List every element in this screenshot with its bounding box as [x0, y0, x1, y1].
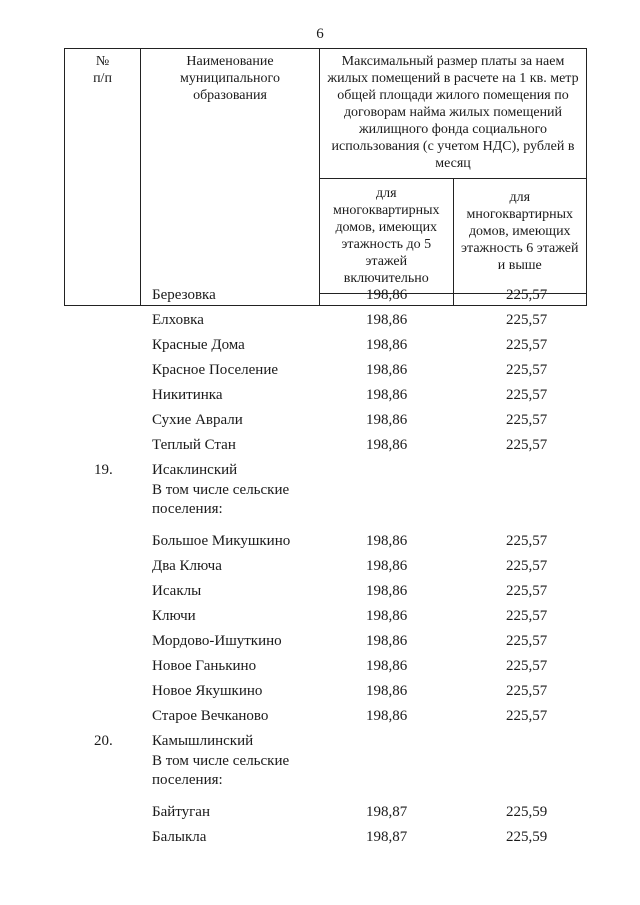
row-name: Исаклинский	[152, 462, 238, 478]
row-value-6-floors-and-above: 225,57	[506, 708, 548, 724]
row-subtitle: В том числе сельские поселения:	[152, 482, 290, 517]
row-value-up-to-5-floors: 198,86	[366, 362, 408, 378]
row-subtitle: В том числе сельские поселения:	[152, 753, 290, 788]
row-value-6-floors-and-above: 225,57	[506, 287, 548, 303]
row-name: Теплый Стан	[152, 437, 236, 453]
row-value-up-to-5-floors: 198,86	[366, 708, 408, 724]
row-value-6-floors-and-above: 225,57	[506, 583, 548, 599]
table-row	[0, 803, 640, 825]
header-sub-col-up-to-5-floors: для многоквартирных домов, имеющих этажность до 5 этажей включительно	[320, 179, 454, 294]
row-value-6-floors-and-above: 225,57	[506, 558, 548, 574]
district-row	[0, 732, 640, 788]
table-row	[0, 632, 640, 654]
header-name-col: Наименование муниципального образования	[141, 49, 320, 306]
row-number: 19.	[94, 462, 113, 478]
row-number: 20.	[94, 733, 113, 749]
header-max-payment-col: Максимальный размер платы за наем жилых помещений в расчете на 1 кв. метр общей площади жилого помещения по договорам найма жилых помещений жилищного фонда социального использования (с учетом НДС), рублей в месяц	[320, 49, 587, 179]
row-value-6-floors-and-above: 225,57	[506, 412, 548, 428]
row-name: Байтуган	[152, 804, 210, 820]
row-value-6-floors-and-above: 225,57	[506, 362, 548, 378]
table-row	[0, 411, 640, 433]
row-value-6-floors-and-above: 225,59	[506, 829, 548, 845]
row-name: Большое Микушкино	[152, 533, 291, 549]
table-row	[0, 682, 640, 704]
row-name: Ключи	[152, 608, 196, 624]
table-row	[0, 532, 640, 554]
table-row	[0, 707, 640, 729]
row-name: Исаклы	[152, 583, 202, 599]
row-name: Балыкла	[152, 829, 207, 845]
row-name: Красные Дома	[152, 337, 245, 353]
row-value-up-to-5-floors: 198,86	[366, 533, 408, 549]
row-value-6-floors-and-above: 225,57	[506, 312, 548, 328]
row-value-6-floors-and-above: 225,57	[506, 608, 548, 624]
row-value-up-to-5-floors: 198,87	[366, 804, 408, 820]
row-value-6-floors-and-above: 225,57	[506, 658, 548, 674]
row-value-up-to-5-floors: 198,86	[366, 633, 408, 649]
row-value-up-to-5-floors: 198,86	[366, 287, 408, 303]
table-row	[0, 828, 640, 850]
table-row	[0, 286, 640, 308]
row-value-up-to-5-floors: 198,86	[366, 412, 408, 428]
table-row	[0, 582, 640, 604]
table-header	[64, 48, 587, 306]
row-value-up-to-5-floors: 198,86	[366, 583, 408, 599]
row-name: Два Ключа	[152, 558, 222, 574]
row-name: Березовка	[152, 287, 216, 303]
table-row	[0, 607, 640, 629]
row-value-up-to-5-floors: 198,86	[366, 658, 408, 674]
row-name: Камышлинский	[152, 733, 254, 749]
row-name: Елховка	[152, 312, 204, 328]
row-value-up-to-5-floors: 198,86	[366, 337, 408, 353]
row-name: Мордово-Ишуткино	[152, 633, 282, 649]
row-value-up-to-5-floors: 198,86	[366, 387, 408, 403]
page-number: 6	[316, 26, 324, 42]
row-name: Никитинка	[152, 387, 223, 403]
row-value-6-floors-and-above: 225,57	[506, 533, 548, 549]
row-value-6-floors-and-above: 225,57	[506, 387, 548, 403]
table-row	[0, 336, 640, 358]
table-row	[0, 657, 640, 679]
row-name: Сухие Аврали	[152, 412, 243, 428]
row-value-6-floors-and-above: 225,57	[506, 337, 548, 353]
row-name: Красное Поселение	[152, 362, 278, 378]
row-value-up-to-5-floors: 198,86	[366, 437, 408, 453]
table-row	[0, 361, 640, 383]
row-value-6-floors-and-above: 225,59	[506, 804, 548, 820]
table-row	[0, 386, 640, 408]
row-value-6-floors-and-above: 225,57	[506, 437, 548, 453]
row-name: Новое Якушкино	[152, 683, 263, 699]
table-row	[0, 557, 640, 579]
row-value-6-floors-and-above: 225,57	[506, 633, 548, 649]
row-value-up-to-5-floors: 198,86	[366, 608, 408, 624]
table-row	[0, 311, 640, 333]
row-value-up-to-5-floors: 198,86	[366, 312, 408, 328]
table-row	[0, 436, 640, 458]
row-value-up-to-5-floors: 198,86	[366, 683, 408, 699]
header-sub-col-6-floors-and-above: для многоквартирных домов, имеющих этажность 6 этажей и выше	[453, 179, 587, 294]
header-num-col: № п/п	[65, 49, 141, 306]
row-value-up-to-5-floors: 198,87	[366, 829, 408, 845]
row-value-up-to-5-floors: 198,86	[366, 558, 408, 574]
row-value-6-floors-and-above: 225,57	[506, 683, 548, 699]
district-row	[0, 461, 640, 517]
row-name: Новое Ганькино	[152, 658, 257, 674]
row-name: Старое Вечканово	[152, 708, 269, 724]
